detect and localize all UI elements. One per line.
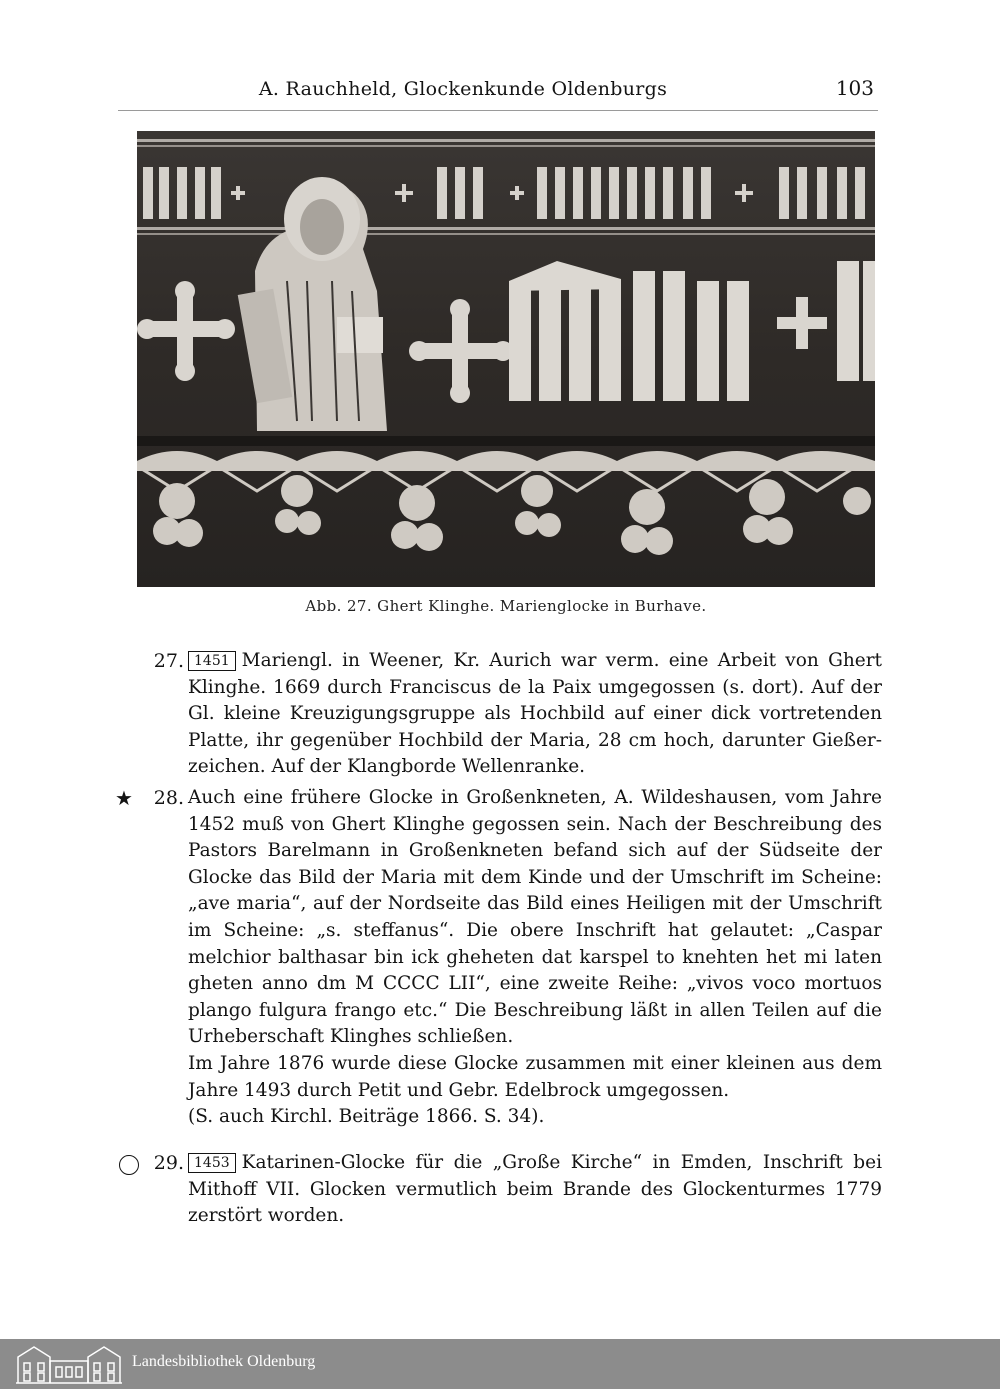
entry-note: Im Jahre 1876 wurde diese Glocke zusammen mit einer kleinen aus dem Jahre 1493 durch Petit und Gebr. Edelbrock umgegossen. xyxy=(188,1052,882,1101)
bell-relief-drawing xyxy=(137,131,875,587)
circle-icon xyxy=(119,1155,139,1175)
page-header xyxy=(118,76,878,111)
catalog-entry-27 xyxy=(112,648,882,781)
entry-body xyxy=(188,648,882,781)
catalog-entry-29 xyxy=(112,1150,882,1230)
star-icon: ★ xyxy=(115,786,133,810)
library-name: Landesbibliothek Oldenburg xyxy=(132,1353,316,1370)
year-box: 1451 xyxy=(188,651,236,671)
entry-text: Mariengl. in Weener, Kr. Aurich war verm. eine Arbeit von Ghert Klinghe. 1669 durch Franciscus de la Paix umgegossen (s. dort). Auf der Gl. kleine Kreuzigungsgruppe als Hochbild auf einer dick vortretenden Platte, ihr gegenüber Hochbild der Maria, 28 cm hoch, darunter Gießer-zeichen. Auf der Klangborde Wellenranke. xyxy=(188,650,882,778)
entry-lead xyxy=(112,1150,184,1177)
entry-reference: (S. auch Kirchl. Beiträge 1866. S. 34). xyxy=(188,1106,545,1128)
figure-caption: Abb. 27. Ghert Klinghe. Marienglocke in Burhave. xyxy=(305,597,707,615)
year-box: 1453 xyxy=(188,1153,236,1173)
entry-text: Katarinen-Glocke für die „Große Kirche“ in Emden, Inschrift bei Mithoff VII. Glocken vermutlich beim Brande des Glockenturmes 1779 zerstört worden. xyxy=(188,1152,882,1227)
catalog-entry-28 xyxy=(112,785,882,1131)
entry-body xyxy=(188,1150,882,1230)
page-number: 103 xyxy=(835,76,874,100)
entry-number: 27. xyxy=(153,650,184,672)
entry-body xyxy=(188,785,882,1131)
running-title: A. Rauchheld, Glockenkunde Oldenburgs xyxy=(258,78,668,100)
entry-lead xyxy=(112,648,184,675)
library-building-icon xyxy=(14,1343,124,1385)
entry-number: 29. xyxy=(153,1152,184,1174)
footer-bar xyxy=(0,1339,1000,1389)
bell-relief-photograph xyxy=(137,131,875,587)
entry-text: Auch eine frühere Glocke in Großenkneten, A. Wildeshausen, vom Jahre 1452 muß von Ghert Klinghe gegossen sein. Nach der Beschreibung des Pastors Barelmann in Großenkneten befand sich auf der Südseite der Glocke das Bild der Maria mit dem Kinde und der Umschrift im Scheine: „ave maria“, auf der Nordseite das Bild eines Heiligen mit der Umschrift im Scheine: „s. steffanus“. Die obere Inschrift hat gelautet: „Caspar melchior balthasar bin ick gheheten dat karspel to knehten het mi laten gheten anno dm M CCCC LII“, eine zweite Reihe: „vivos voco mortuos plango fulgura frango etc.“ Die Beschreibung läßt in allen Teilen auf die Urheberschaft Klinghes schließen. xyxy=(188,787,882,1048)
entry-lead xyxy=(112,785,184,812)
entry-number: 28. xyxy=(153,787,184,809)
